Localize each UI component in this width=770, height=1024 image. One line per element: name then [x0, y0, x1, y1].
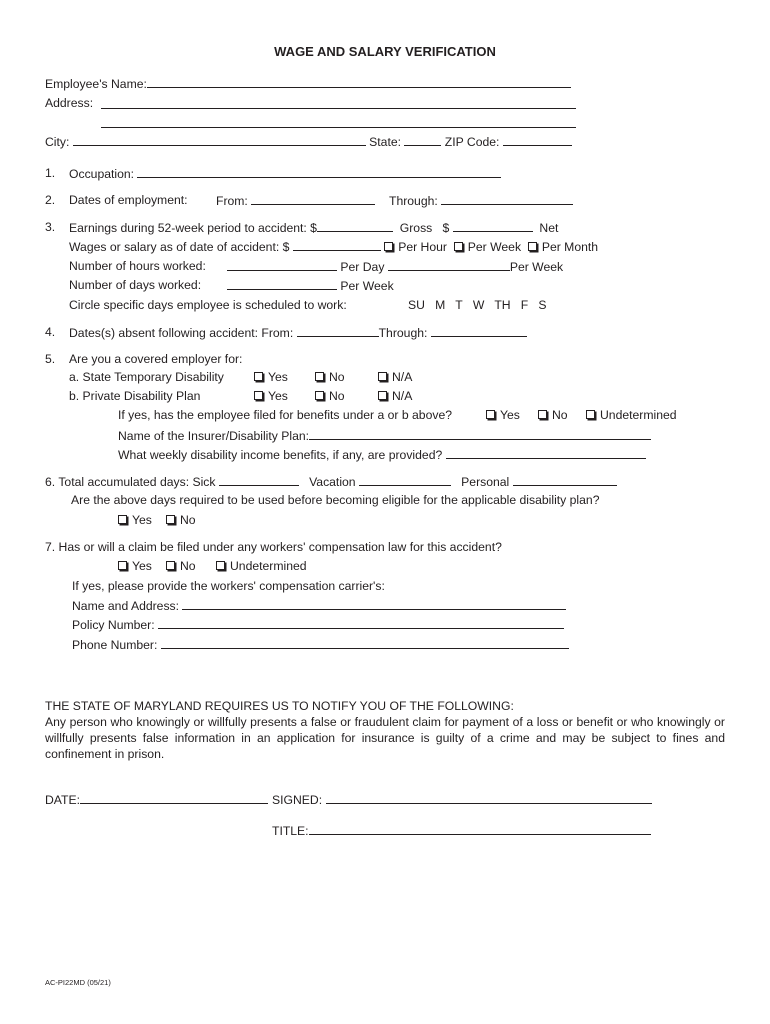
- employee-name-field[interactable]: [147, 76, 571, 88]
- address-row: [45, 96, 93, 110]
- q5a-no-checkbox[interactable]: [315, 372, 324, 381]
- q5-label: Are you a covered employer for:: [69, 352, 243, 366]
- q6-row: [45, 474, 617, 489]
- insurer-field[interactable]: [309, 428, 651, 440]
- q5b-no-option[interactable]: [315, 389, 345, 403]
- q2-from: [216, 193, 375, 208]
- form-title: WAGE AND SALARY VERIFICATION: [274, 44, 496, 59]
- days-row: [227, 278, 394, 293]
- q5a-yes-checkbox[interactable]: [254, 372, 263, 381]
- q3-number: 3.: [45, 220, 56, 234]
- city-field[interactable]: [73, 134, 366, 146]
- signed-label: SIGNED:: [272, 793, 323, 807]
- address-label: Address:: [45, 96, 94, 110]
- q7-no-option[interactable]: [166, 559, 196, 573]
- weekly-benefits-field[interactable]: [446, 447, 646, 459]
- q5a-na-option[interactable]: [378, 370, 412, 384]
- title-row: [272, 823, 651, 838]
- q5-number: 5.: [45, 352, 56, 366]
- filed-undetermined-label: Undetermined: [600, 408, 677, 422]
- carrier-prompt: If yes, please provide the workers' compensation carrier's:: [72, 579, 385, 593]
- signed-row: [272, 792, 652, 807]
- carrier-name-row: [72, 598, 566, 613]
- employment-through-field[interactable]: [441, 193, 573, 205]
- carrier-name-label: Name and Address:: [72, 599, 180, 613]
- per-month-checkbox[interactable]: [528, 242, 537, 251]
- q5a-no-option[interactable]: [315, 370, 345, 384]
- q5b-na-checkbox[interactable]: [378, 391, 387, 400]
- wages-row: [69, 239, 598, 254]
- q2-through: [389, 193, 573, 208]
- gross-label: Gross: [399, 221, 433, 235]
- policy-number-label: Policy Number:: [72, 618, 155, 632]
- q5a-na-checkbox[interactable]: [378, 372, 387, 381]
- q6-no-label: No: [180, 513, 196, 527]
- per-week-label-3: Per Week: [340, 279, 394, 293]
- title-field[interactable]: [309, 823, 651, 835]
- address-field-line-1[interactable]: [101, 97, 576, 109]
- phone-number-field[interactable]: [161, 637, 569, 649]
- title-label: TITLE:: [272, 824, 309, 838]
- q5a-na-label: N/A: [392, 370, 413, 384]
- filed-yes-checkbox[interactable]: [486, 410, 495, 419]
- q5b-na-option[interactable]: [378, 389, 412, 403]
- days-per-week-field[interactable]: [227, 278, 337, 290]
- personal-label: Personal: [461, 475, 510, 489]
- q4-number: 4.: [45, 325, 56, 339]
- q5a-label: a. State Temporary Disability: [69, 370, 224, 384]
- employment-from-label: From:: [216, 194, 248, 208]
- employee-name-label: Employee's Name:: [45, 77, 147, 91]
- carrier-name-field[interactable]: [182, 598, 566, 610]
- gross-earnings-field[interactable]: [317, 220, 393, 232]
- q7-undetermined-checkbox[interactable]: [216, 561, 225, 570]
- per-hour-option[interactable]: [384, 240, 447, 254]
- day-monday[interactable]: M: [435, 298, 446, 312]
- address-field-line-2[interactable]: [101, 116, 576, 128]
- day-friday[interactable]: F: [520, 298, 529, 312]
- day-sunday[interactable]: SU: [408, 298, 425, 312]
- notice-heading: THE STATE OF MARYLAND REQUIRES US TO NOTIFY YOU OF THE FOLLOWING:: [45, 699, 514, 713]
- city-state-zip-row: [45, 134, 572, 149]
- signature-field[interactable]: [326, 792, 652, 804]
- day-tuesday[interactable]: T: [455, 298, 463, 312]
- q1-row: [69, 166, 501, 181]
- net-label: Net: [539, 221, 559, 235]
- per-month-label: Per Month: [541, 240, 599, 254]
- q7-undetermined-label: Undetermined: [230, 559, 307, 573]
- per-week-label: Per Week: [467, 240, 522, 254]
- form-code: AC-PI22MD (05/21): [45, 978, 111, 987]
- q6-yes-checkbox[interactable]: [118, 515, 127, 524]
- occupation-label: Occupation:: [69, 167, 135, 181]
- filed-no-label: No: [552, 408, 568, 422]
- phone-number-row: [72, 637, 569, 652]
- filed-no-option[interactable]: [538, 408, 568, 422]
- per-week-option[interactable]: [454, 240, 521, 254]
- days-label: Number of days worked:: [69, 278, 202, 292]
- q5b-no-label: No: [329, 389, 345, 403]
- filed-undetermined-checkbox[interactable]: [586, 410, 595, 419]
- state-field[interactable]: [404, 134, 441, 146]
- filed-undetermined-option[interactable]: [586, 408, 677, 422]
- q5b-label: b. Private Disability Plan: [69, 389, 201, 403]
- filed-yes-option[interactable]: [486, 408, 520, 422]
- vacation-label: Vacation: [309, 475, 356, 489]
- employment-through-label: Through:: [389, 194, 438, 208]
- date-row: [45, 792, 268, 807]
- hours-per-day-field[interactable]: [227, 259, 337, 271]
- occupation-field[interactable]: [137, 166, 501, 178]
- circle-days-label: Circle specific days employee is scheduled to work:: [69, 298, 347, 312]
- q7-question: 7. Has or will a claim be filed under any workers' compensation law for this accident?: [45, 540, 502, 554]
- q2-label: Dates of employment:: [69, 193, 188, 207]
- insurer-row: [118, 428, 651, 443]
- q7-no-checkbox[interactable]: [166, 561, 175, 570]
- per-week-label-2: Per Week: [509, 260, 564, 274]
- q5a-yes-option[interactable]: [254, 370, 288, 384]
- q5b-yes-option[interactable]: [254, 389, 288, 403]
- net-earnings-field[interactable]: [453, 220, 533, 232]
- filed-question: If yes, has the employee filed for benefits under a or b above?: [118, 408, 453, 422]
- q6-label: 6. Total accumulated days: Sick: [45, 475, 216, 489]
- per-hour-checkbox[interactable]: [384, 242, 393, 251]
- absent-through-label: Through:: [378, 326, 428, 340]
- personal-days-field[interactable]: [513, 474, 617, 486]
- q6-yes-label: Yes: [132, 513, 152, 527]
- zip-field[interactable]: [503, 134, 572, 146]
- day-saturday[interactable]: S: [538, 298, 547, 312]
- notice-body: Any person who knowingly or willfully presents a false or fraudulent claim for payment of a loss or benefit or who knowingly or willfully presents false information in an application for insurance is guilty of a crime and may be subject to fines and confinement in prison.: [45, 715, 725, 761]
- date-field[interactable]: [80, 792, 268, 804]
- wages-field[interactable]: [293, 239, 381, 251]
- q7-yes-label: Yes: [132, 559, 152, 573]
- city-label: City:: [45, 135, 70, 149]
- hours-per-week-field[interactable]: [388, 259, 510, 271]
- dollar-sign: $: [442, 221, 450, 235]
- absent-through-field[interactable]: [431, 325, 527, 337]
- q5a-no-label: No: [329, 370, 345, 384]
- filed-no-checkbox[interactable]: [538, 410, 547, 419]
- q7-no-label: No: [180, 559, 196, 573]
- q6-no-checkbox[interactable]: [166, 515, 175, 524]
- q5b-na-label: N/A: [392, 389, 413, 403]
- weekly-benefits-row: [118, 447, 646, 462]
- per-week-checkbox[interactable]: [454, 242, 463, 251]
- date-label: DATE:: [45, 793, 80, 807]
- phone-number-label: Phone Number:: [72, 638, 158, 652]
- employee-name-row: [45, 76, 571, 91]
- policy-number-field[interactable]: [158, 617, 564, 629]
- q6-no-option[interactable]: [166, 513, 196, 527]
- sick-days-field[interactable]: [219, 474, 299, 486]
- employment-from-field[interactable]: [251, 193, 375, 205]
- absent-from-field[interactable]: [297, 325, 379, 337]
- q5b-yes-checkbox[interactable]: [254, 391, 263, 400]
- per-hour-label: Per Hour: [398, 240, 447, 254]
- day-list: [408, 298, 547, 312]
- earnings-label: Earnings during 52-week period to accident: $: [69, 221, 317, 235]
- hours-row: [227, 259, 563, 274]
- filed-yes-label: Yes: [500, 408, 520, 422]
- q6-yes-option[interactable]: [118, 513, 152, 527]
- q5a-yes-label: Yes: [268, 370, 288, 384]
- q1-number: 1.: [45, 166, 56, 180]
- q7-yes-option[interactable]: [118, 559, 152, 573]
- hours-label: Number of hours worked:: [69, 259, 206, 273]
- days-required-question: Are the above days required to be used before becoming eligible for the applicable disability plan?: [71, 493, 600, 507]
- per-month-option[interactable]: [528, 240, 598, 254]
- wages-label: Wages or salary as of date of accident: $: [69, 240, 290, 254]
- q7-yes-checkbox[interactable]: [118, 561, 127, 570]
- vacation-days-field[interactable]: [359, 474, 451, 486]
- q7-undetermined-option[interactable]: [216, 559, 307, 573]
- state-label: State:: [369, 135, 401, 149]
- zip-label: ZIP Code:: [444, 135, 500, 149]
- q5b-yes-label: Yes: [268, 389, 288, 403]
- q5b-no-checkbox[interactable]: [315, 391, 324, 400]
- day-thursday[interactable]: TH: [494, 298, 511, 312]
- per-day-label: Per Day: [340, 260, 385, 274]
- policy-number-row: [72, 617, 564, 632]
- day-wednesday[interactable]: W: [472, 298, 485, 312]
- weekly-benefits-label: What weekly disability income benefits, if any, are provided?: [118, 448, 443, 462]
- earnings-row: [69, 220, 558, 235]
- q4-row: [69, 325, 527, 340]
- q2-number: 2.: [45, 193, 56, 207]
- insurer-label: Name of the Insurer/Disability Plan:: [118, 429, 310, 443]
- absent-label: Dates(s) absent following accident: From:: [69, 326, 294, 340]
